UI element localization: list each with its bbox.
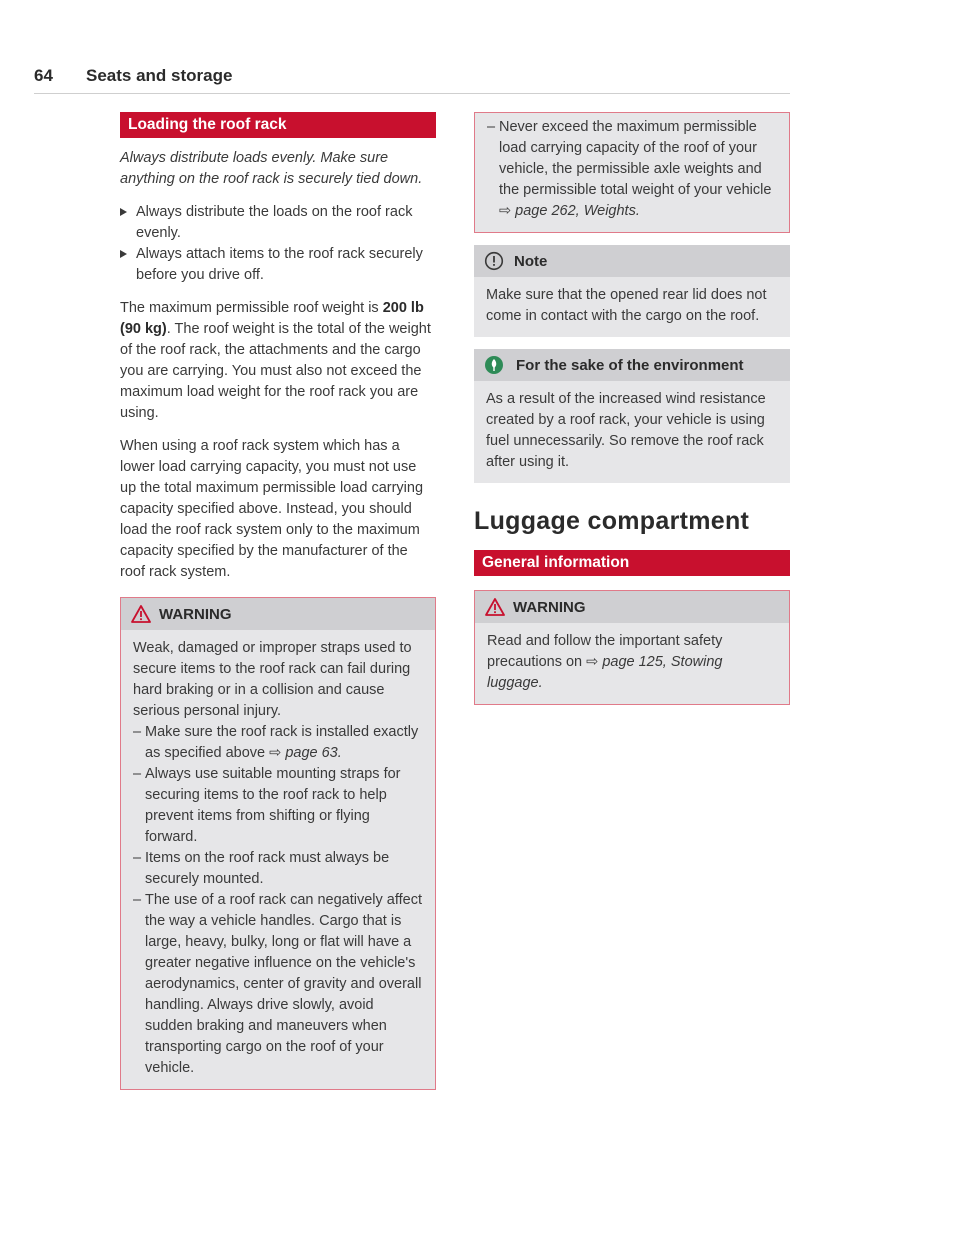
environment-text: As a result of the increased wind resistance created by a roof rack, your vehicle is using fuel unnecessarily. So remove the roof rack after using it. [486,391,766,470]
section-heading-general-info: General information [474,550,790,576]
left-column [120,112,436,1090]
warning-header [121,598,435,630]
warning-item: – Items on the roof rack must always be securely mounted. [133,848,423,890]
page-reference-link[interactable]: ⇨ page 125, Stowing luggage. [487,654,723,691]
warning-triangle-icon [131,605,151,623]
warning-text: Read and follow the important safety precautions on ⇨ page 125, Stowing luggage. [487,633,723,691]
instruction-item: Always attach items to the roof rack securely before you drive off. [120,244,436,286]
chapter-heading-luggage: Luggage compartment [474,507,750,535]
instruction-list [120,202,436,286]
page-header [34,64,790,94]
section-title: Seats and storage [86,66,233,85]
warning-triangle-icon [485,598,505,616]
warning-continued-list [487,117,777,222]
note-text: Make sure that the opened rear lid does not come in contact with the cargo on the roof. [486,287,767,324]
section-heading-roof-rack: Loading the roof rack [120,112,436,138]
max-roof-weight: 200 lb (90 kg) [120,300,424,337]
page-number: 64 [34,66,53,85]
instruction-item: Always distribute the loads on the roof rack evenly. [120,202,436,244]
warning-continued-box [474,112,790,233]
environment-header [474,349,790,381]
warning-item: – Make sure the roof rack is installed exactly as specified above ⇨ page 63. [133,722,423,764]
page-reference-link[interactable]: ⇨ page 63. [269,745,342,761]
warning-list [133,722,423,1079]
note-title: Note [514,252,548,270]
note-header [474,245,790,277]
warning-item: – Always use suitable mounting straps for securing items to the roof rack to help prevent items from shifting or flying forward. [133,764,423,848]
warning-text: Weak, damaged or improper straps used to secure items to the roof rack can fail during hard braking or in a collision and cause serious personal injury. [133,640,412,719]
right-column [474,112,790,705]
warning-box-luggage [474,590,790,705]
environment-body [474,381,790,483]
warning-title: WARNING [513,598,586,616]
warning-header [475,591,789,623]
warning-title: WARNING [159,605,232,623]
roof-weight-paragraph: The maximum permissible roof weight is 200 lb (90 kg). The roof weight is the total of the weight of the roof rack, the attachments and the cargo you are carrying. You must also not exceed the maximum load weight for the roof rack you are using. [120,300,431,421]
environment-title: For the sake of the environment [516,356,744,374]
warning-body [475,623,789,704]
note-body [474,277,790,337]
warning-continued-body [475,113,789,232]
environment-box [474,349,790,483]
roof-rack-system-paragraph: When using a roof rack system which has a lower load carrying capacity, you must not use up the total maximum permissible load carrying capacity specified above. Instead, you should load the roof rack system only to the maximum capacity specified by the manufacturer of the roof rack system. [120,438,424,580]
bullet-triangle-icon [120,208,127,216]
warning-body [121,630,435,1089]
warning-item: – The use of a roof rack can negatively affect the way a vehicle handles. Cargo that is large, heavy, bulky, long or flat will have a greater negative influence on the vehicle's aerodynamics, center of gravity and overall handling. Always drive slowly, avoid sudden braking and maneuvers when transporting cargo on the roof of your vehicle. [133,890,423,1079]
page-reference-link[interactable]: ⇨ page 262, Weights. [499,203,640,219]
warning-box [120,597,436,1090]
note-info-icon [484,251,504,271]
intro-text: Always distribute loads evenly. Make sure anything on the roof rack is securely tied down. [120,150,423,187]
warning-item: – Never exceed the maximum permissible load carrying capacity of the roof of your vehicle, the permissible axle weights and the permissible total weight of your vehicle ⇨ page 262, Weights. [487,117,777,222]
note-box [474,245,790,337]
bullet-triangle-icon [120,250,127,258]
environment-leaf-icon [484,355,504,375]
